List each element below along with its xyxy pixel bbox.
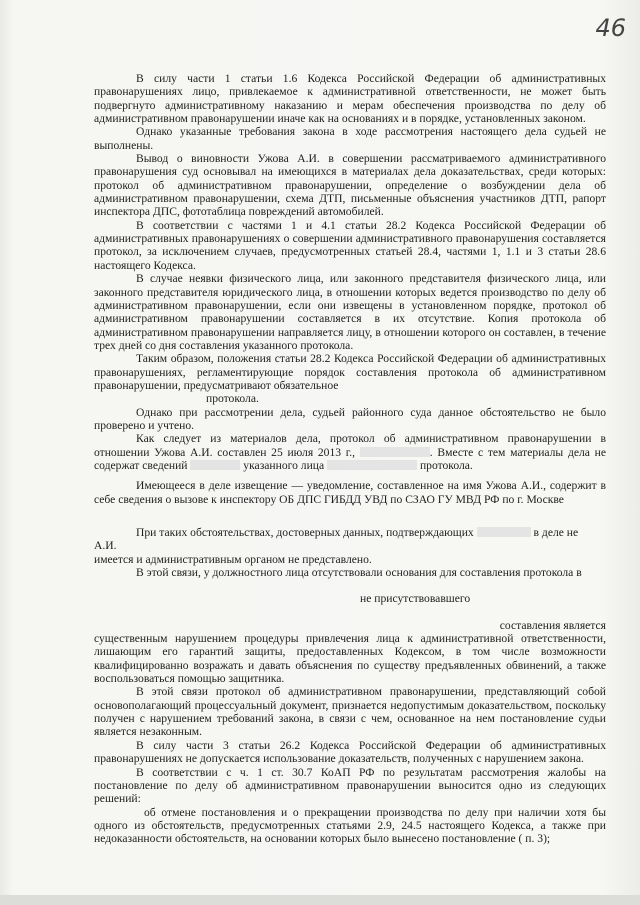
paragraph: об отмене постановления и о прекращении производства по делу при наличии хотя бы одного из обстоятельств, предусмотренных статьями 2.9, 24.5 настоящего Кодекса, а также при недоказанности обстоятельств, на основании которых было вынесено постановление ( п. 3); — [94, 805, 606, 846]
paragraph: В силу части 1 статьи 1.6 Кодекса Российской Федерации об административных правонарушениях лицо, привлекаемое к административной ответственности, не может быть подвергнуто административному наказанию и мерам обеспечения производства по делу об административном правонарушении иначе как на основаниях и в порядке, установленных законом. — [94, 72, 606, 126]
redaction — [477, 527, 531, 537]
paragraph: существенным нарушением процедуры привлечения лица к административной ответственности, лишающим его гарантий защиты, предоставленных Кодексом, в том числе возможности квалифицированно возражать и давать объяснения по существу предъявленных обвинений, а также воспользоваться помощью защитника. — [94, 632, 606, 686]
paragraph — [94, 432, 606, 472]
paragraph: Таким образом, положения статьи 28.2 Кодекса Российской Федерации об административных правонарушениях, регламентирующие порядок составления протокола об административном правонарушении, предусматривают обязательное — [94, 352, 606, 392]
paragraph: имеется и административным органом не представлено. — [94, 552, 372, 566]
paragraph-fragment: составления является — [499, 618, 606, 632]
paragraph: В случае неявки физического лица, или законного представителя физического лица, или законного представителя юридического лица, в отношении которых ведется производство по делу об административном правонарушении, если они извещены в установленном порядке, протокол об административном правонарушении составляется в их отсутствие. Копия протокола об административном правонарушении направляется лицу, в отношении которого он составлен, в течение трех дней со дня составления указанного протокола. — [94, 272, 606, 352]
paragraph: Имеющееся в деле извещение — уведомление, составленное на имя Ужова А.И., содержит в себе сведения о вызове к инспектору ОБ ДПС ГИБДД УВД по СЗАО ГУ МВД РФ по г. Москве — [94, 479, 606, 506]
paragraph: В соответствии с ч. 1 ст. 30.7 КоАП РФ по результатам рассмотрения жалобы на постановление по делу об административном правонарушении выносится одно из следующих решений: — [94, 765, 606, 806]
paragraph: В этой связи протокол об административном правонарушении, представляющий собой основополагающий процессуальный документ, признается недопустимым доказательством, поскольку получен с нарушением требований закона, в связи с чем, основанное на нем постановление судьи является незаконным. — [94, 685, 606, 739]
paragraph-fragment: указанного лица — [243, 458, 325, 472]
redacted-line — [94, 606, 606, 619]
paragraph-fragment: При таких обстоятельствах, достоверных данных, подтверждающих — [136, 526, 474, 539]
paragraph: Однако указанные требования закона в ходе рассмотрения настоящего дела судьей не выполнены. — [94, 125, 606, 152]
paragraph-fragment: протокола. — [206, 392, 259, 406]
paragraph: Однако при рассмотрении дела, судьей районного суда данное обстоятельство не было проверено и учтено. — [94, 405, 606, 432]
paragraph-fragment: протокола. — [419, 458, 473, 472]
paragraph: Вывод о виновности Ужова А.И. в совершении рассматриваемого административного правонарушения суд основывал на имеющихся в материалах дела доказательствах, среди которых: протокол об административном правонарушении, определение о возбуждении дела об административном правонарушении, схема ДТП, письменные объяснения участников ДТП, рапорт инспектора ДПС, фототаблица повреждений автомобилей. — [94, 152, 606, 219]
paragraph — [94, 392, 606, 405]
redacted-line — [94, 506, 606, 519]
paragraph: В соответствии с частями 1 и 4.1 статьи 28.2 Кодекса Российской Федерации об административных правонарушениях о совершении административного правонарушения составляется протокол, за исключением случаев, предусмотренных статьей 28.4, частями 1, 1.1 и 3 статьи 28.6 настоящего Кодекса. — [94, 218, 606, 272]
paragraph-fragment: не присутствовавшего — [360, 592, 471, 606]
spacer — [94, 472, 606, 479]
redaction — [360, 447, 430, 457]
redacted-line — [94, 579, 606, 592]
paragraph-fragment: Как следует из материалов дела, протокол об административном правонарушении в отношении Ужова А.И. составлен 25 июля 2013 г., — [94, 432, 606, 459]
paragraph — [94, 526, 606, 539]
paragraph: В силу части 3 статьи 26.2 Кодекса Российской Федерации об административных правонарушениях не допускается использование доказательств, полученных с нарушением закона. — [94, 738, 606, 766]
paragraph-fragment: . Вместе с тем материалы дела не содержат сведений — [94, 445, 606, 472]
spacer — [94, 519, 606, 526]
paragraph-fragment: А.И. — [94, 539, 117, 553]
page-edge — [0, 895, 640, 905]
paragraph-fragment: в деле не — [533, 526, 579, 539]
redaction — [327, 460, 417, 470]
paragraph: В этой связи, у должностного лица отсутствовали основания для составления протокола в — [136, 566, 582, 580]
handwritten-page-number: 46 — [595, 14, 626, 42]
document-body — [94, 72, 606, 846]
redaction — [190, 460, 240, 470]
